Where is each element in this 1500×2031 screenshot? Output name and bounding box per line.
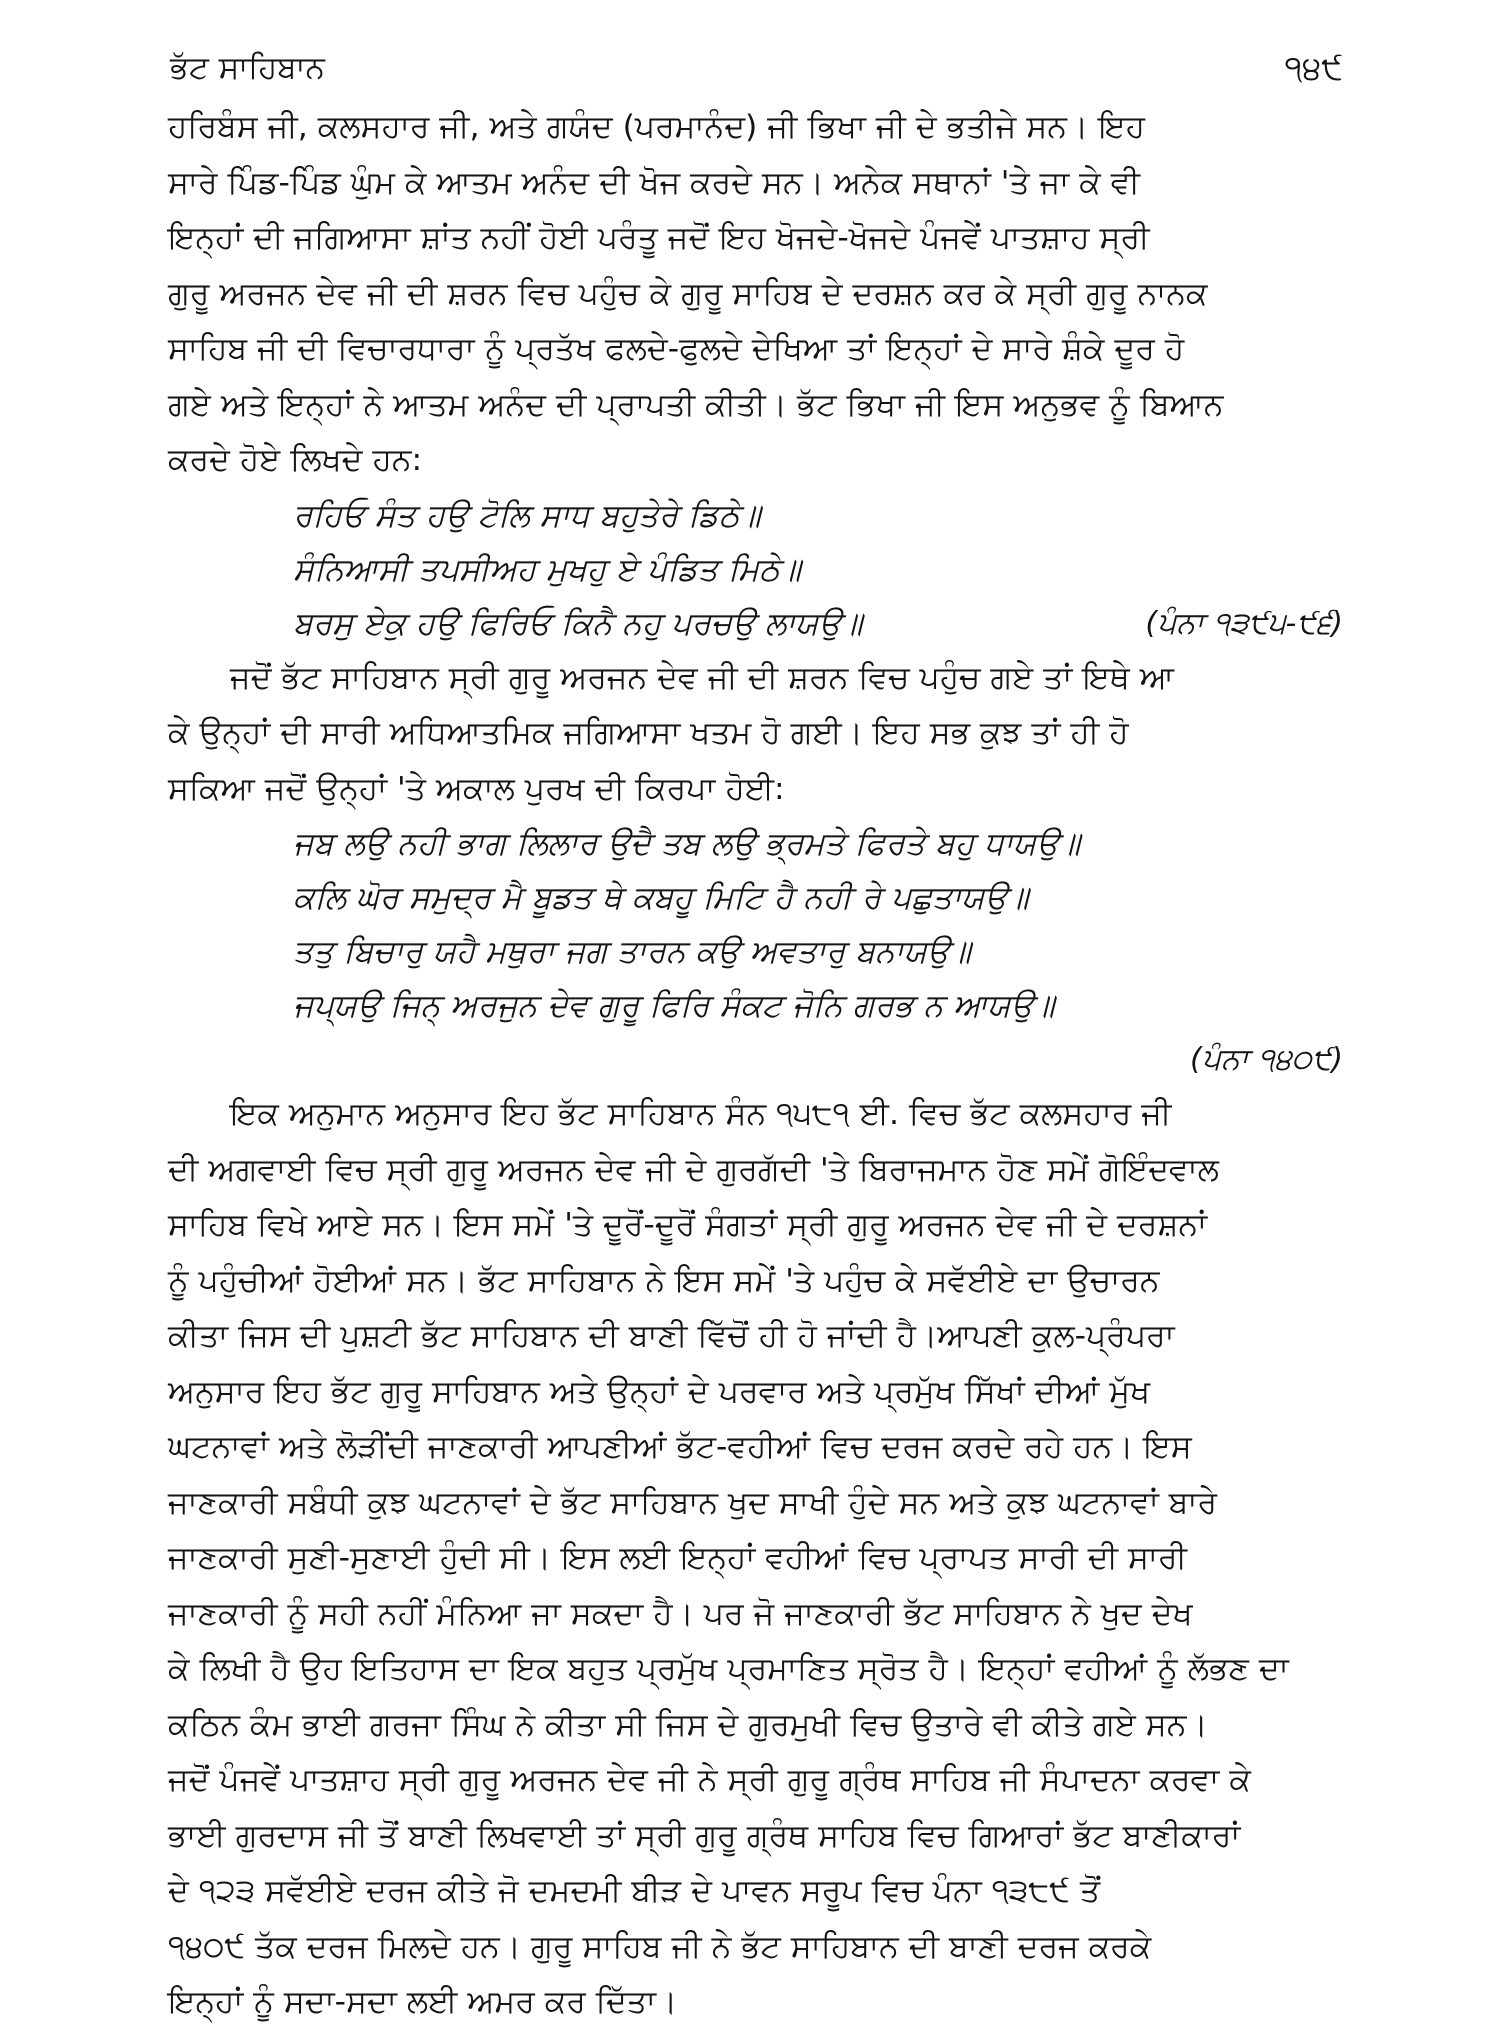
text-line: ਗੁਰੂ ਅਰਜਨ ਦੇਵ ਜੀ ਦੀ ਸ਼ਰਨ ਵਿਚ ਪਹੁੰਚ ਕੇ ਗੁਰੂ ਸਾਹਿਬ ਦੇ ਦਰਸ਼ਨ ਕਰ ਕੇ ਸ੍ਰੀ ਗੁਰੂ ਨਾਨਕ bbox=[168, 275, 1208, 312]
text-line: ਇਨ੍ਹਾਂ ਦੀ ਜਗਿਆਸਾ ਸ਼ਾਂਤ ਨਹੀਂ ਹੋਈ ਪਰੰਤੂ ਜਦੋਂ ਇਹ ਖੋਜਦੇ-ਖੋਜਦੇ ਪੰਜਵੇਂ ਪਾਤਸ਼ਾਹ ਸ੍ਰੀ bbox=[168, 220, 1150, 256]
text-line: ਸਾਰੇ ਪਿੰਡ-ਪਿੰਡ ਘੁੰਮ ਕੇ ਆਤਮ ਅਨੰਦ ਦੀ ਖੋਜ ਕਰਦੇ ਸਨ। ਅਨੇਕ ਸਥਾਨਾਂ 'ਤੇ ਜਾ ਕੇ ਵੀ bbox=[168, 164, 1140, 201]
quote-2-citation: (ਪੰਨਾ ੧੪੦੯) bbox=[1189, 1042, 1343, 1077]
text-line: ਭਾਈ ਗੁਰਦਾਸ ਜੀ ਤੋਂ ਬਾਣੀ ਲਿਖਵਾਈ ਤਾਂ ਸ੍ਰੀ ਗੁਰੂ ਗ੍ਰੰਥ ਸਾਹਿਬ ਵਿਚ ਗਿਆਰਾਂ ਭੱਟ ਬਾਣੀਕਾਰਾਂ bbox=[168, 1817, 1241, 1854]
text-line: ਜਾਣਕਾਰੀ ਸਬੰਧੀ ਕੁਝ ਘਟਨਾਵਾਂ ਦੇ ਭੱਟ ਸਾਹਿਬਾਨ ਖੁਦ ਸਾਖੀ ਹੁੰਦੇ ਸਨ ਅਤੇ ਕੁਝ ਘਟਨਾਵਾਂ ਬਾਰੇ bbox=[168, 1484, 1217, 1521]
text-line: ਘਟਨਾਵਾਂ ਅਤੇ ਲੋੜੀਂਦੀ ਜਾਣਕਾਰੀ ਆਪਣੀਆਂ ਭੱਟ-ਵਹੀਆਂ ਵਿਚ ਦਰਜ ਕਰਦੇ ਰਹੇ ਹਨ। ਇਸ bbox=[168, 1429, 1192, 1465]
text-line: ਦੇ ੧੨੩ ਸਵੱਈਏ ਦਰਜ ਕੀਤੇ ਜੋ ਦਮਦਮੀ ਬੀੜ ਦੇ ਪਾਵਨ ਸਰੂਪ ਵਿਚ ਪੰਨਾ ੧੩੮੯ ਤੋਂ bbox=[168, 1873, 1101, 1909]
paragraph-2 bbox=[168, 651, 1343, 818]
text-line: ਦੀ ਅਗਵਾਈ ਵਿਚ ਸ੍ਰੀ ਗੁਰੂ ਅਰਜਨ ਦੇਵ ਜੀ ਦੇ ਗੁਰਗੱਦੀ 'ਤੇ ਬਿਰਾਜਮਾਨ ਹੋਣ ਸਮੇਂ ਗੋਇੰਦਵਾਲ bbox=[168, 1151, 1219, 1188]
text-line: ਸਕਿਆ ਜਦੋਂ ਉਨ੍ਹਾਂ 'ਤੇ ਅਕਾਲ ਪੁਰਖ ਦੀ ਕਿਰਪਾ ਹੋਈ: bbox=[168, 770, 785, 807]
text-line: ਨੂੰ ਪਹੁੰਚੀਆਂ ਹੋਈਆਂ ਸਨ। ਭੱਟ ਸਾਹਿਬਾਨ ਨੇ ਇਸ ਸਮੇਂ 'ਤੇ ਪਹੁੰਚ ਕੇ ਸਵੱਈਏ ਦਾ ਉਚਾਰਨ bbox=[168, 1262, 1160, 1299]
text-line: ਸਾਹਿਬ ਜੀ ਦੀ ਵਿਚਾਰਧਾਰਾ ਨੂੰ ਪ੍ਰਤੱਖ ਫਲਦੇ-ਫੁਲਦੇ ਦੇਖਿਆ ਤਾਂ ਇਨ੍ਹਾਂ ਦੇ ਸਾਰੇ ਸ਼ੰਕੇ ਦੂਰ ਹੋ bbox=[168, 331, 1185, 367]
text-line: ਕਠਿਨ ਕੰਮ ਭਾਈ ਗਰਜਾ ਸਿੰਘ ਨੇ ਕੀਤਾ ਸੀ ਜਿਸ ਦੇ ਗੁਰਮੁਖੀ ਵਿਚ ਉਤਾਰੇ ਵੀ ਕੀਤੇ ਗਏ ਸਨ। bbox=[168, 1706, 1208, 1743]
paragraph-1 bbox=[168, 100, 1343, 489]
text-line: ਜਾਣਕਾਰੀ ਨੂੰ ਸਹੀ ਨਹੀਂ ਮੰਨਿਆ ਜਾ ਸਕਦਾ ਹੈ। ਪਰ ਜੋ ਜਾਣਕਾਰੀ ਭੱਟ ਸਾਹਿਬਾਨ ਨੇ ਖੁਦ ਦੇਖ bbox=[168, 1595, 1193, 1632]
quote-1-citation: (ਪੰਨਾ ੧੩੯੫-੯੬) bbox=[1145, 605, 1343, 641]
quote-line: ਕਲਿ ਘੋਰ ਸਮੁਦ੍ਰ ਮੈ ਬੂਡਤ ਥੇ ਕਬਹੂ ਮਿਟਿ ਹੈ ਨਹੀ ਰੇ ਪਛੁਤਾਯਉ॥ bbox=[293, 880, 1029, 916]
text-line: ਅਨੁਸਾਰ ਇਹ ਭੱਟ ਗੁਰੂ ਸਾਹਿਬਾਨ ਅਤੇ ਉਨ੍ਹਾਂ ਦੇ ਪਰਵਾਰ ਅਤੇ ਪ੍ਰਮੁੱਖ ਸਿੱਖਾਂ ਦੀਆਂ ਮੁੱਖ bbox=[168, 1373, 1151, 1410]
text-line: ਕੇ ਉਨ੍ਹਾਂ ਦੀ ਸਾਰੀ ਅਧਿਆਤਮਿਕ ਜਗਿਆਸਾ ਖਤਮ ਹੋ ਗਈ। ਇਹ ਸਭ ਕੁਝ ਤਾਂ ਹੀ ਹੋ bbox=[168, 715, 1129, 751]
text-line: ਜਦੋਂ ਪੰਜਵੇਂ ਪਾਤਸ਼ਾਹ ਸ੍ਰੀ ਗੁਰੂ ਅਰਜਨ ਦੇਵ ਜੀ ਨੇ ਸ੍ਰੀ ਗੁਰੂ ਗ੍ਰੰਥ ਸਾਹਿਬ ਜੀ ਸੰਪਾਦਨਾ ਕਰਵਾ ਕੇ bbox=[168, 1762, 1251, 1798]
paragraph-3 bbox=[168, 1087, 1343, 2031]
quote-line: ਸੰਨਿਆਸੀ ਤਪਸੀਅਹ ਮੁਖਹੁ ਏ ਪੰਡਿਤ ਮਿਠੇ॥ bbox=[293, 551, 801, 588]
text-line: ੧੪੦੯ ਤੱਕ ਦਰਜ ਮਿਲਦੇ ਹਨ। ਗੁਰੂ ਸਾਹਿਬ ਜੀ ਨੇ ਭੱਟ ਸਾਹਿਬਾਨ ਦੀ ਬਾਣੀ ਦਰਜ ਕਰਕੇ bbox=[168, 1928, 1152, 1965]
text-line: ਕੇ ਲਿਖੀ ਹੈ ਉਹ ਇਤਿਹਾਸ ਦਾ ਇਕ ਬਹੁਤ ਪ੍ਰਮੁੱਖ ਪ੍ਰਮਾਣਿਤ ਸ੍ਰੋਤ ਹੈ। ਇਨ੍ਹਾਂ ਵਹੀਆਂ ਨੂੰ ਲੱਭਣ ਦਾ bbox=[168, 1651, 1289, 1687]
page-header bbox=[168, 40, 1343, 100]
text-line: ਜਦੋਂ ਭੱਟ ਸਾਹਿਬਾਨ ਸ੍ਰੀ ਗੁਰੂ ਅਰਜਨ ਦੇਵ ਜੀ ਦੀ ਸ਼ਰਨ ਵਿਚ ਪਹੁੰਚ ਗਏ ਤਾਂ ਇਥੇ ਆ bbox=[230, 659, 1174, 696]
quote-line: ਤਤੁ ਬਿਚਾਰੁ ਯਹੈ ਮਥੁਰਾ ਜਗ ਤਾਰਨ ਕਉ ਅਵਤਾਰੁ ਬਨਾਯਉ॥ bbox=[293, 934, 971, 970]
scripture-quote-2 bbox=[293, 817, 1343, 1033]
quote-line: ਬਰਸੁ ਏਕੁ ਹਉ ਫਿਰਿਓ ਕਿਨੈ ਨਹੁ ਪਰਚਉ ਲਾਯਉ॥ bbox=[293, 605, 863, 642]
text-line: ਹਰਿਬੰਸ ਜੀ, ਕਲਸਹਾਰ ਜੀ, ਅਤੇ ਗਯੰਦ (ਪਰਮਾਨੰਦ) ਜੀ ਭਿਖਾ ਜੀ ਦੇ ਭਤੀਜੇ ਸਨ। ਇਹ bbox=[168, 109, 1145, 145]
text-line: ਸਾਹਿਬ ਵਿਖੇ ਆਏ ਸਨ। ਇਸ ਸਮੇਂ 'ਤੇ ਦੂਰੋਂ-ਦੂਰੋਂ ਸੰਗਤਾਂ ਸ੍ਰੀ ਗੁਰੂ ਅਰਜਨ ਦੇਵ ਜੀ ਦੇ ਦਰਸ਼ਨਾਂ bbox=[168, 1207, 1208, 1243]
page-number: ੧੪੯ bbox=[1284, 48, 1343, 87]
scripture-quote-1 bbox=[293, 489, 1343, 651]
quote-line: ਜਪ੍ਯਉ ਜਿਨ੍ ਅਰਜੁਨ ਦੇਵ ਗੁਰੂ ਫਿਰਿ ਸੰਕਟ ਜੋਨਿ ਗਰਭ ਨ ਆਯਉ॥ bbox=[293, 988, 1055, 1024]
text-line: ਜਾਣਕਾਰੀ ਸੁਣੀ-ਸੁਣਾਈ ਹੁੰਦੀ ਸੀ। ਇਸ ਲਈ ਇਨ੍ਹਾਂ ਵਹੀਆਂ ਵਿਚ ਪ੍ਰਾਪਤ ਸਾਰੀ ਦੀ ਸਾਰੀ bbox=[168, 1540, 1188, 1576]
text-line: ਇਕ ਅਨੁਮਾਨ ਅਨੁਸਾਰ ਇਹ ਭੱਟ ਸਾਹਿਬਾਨ ਸੰਨ ੧੫੮੧ ਈ. ਵਿਚ ਭੱਟ ਕਲਸਹਾਰ ਜੀ bbox=[230, 1096, 1172, 1132]
text-line: ਗਏ ਅਤੇ ਇਨ੍ਹਾਂ ਨੇ ਆਤਮ ਅਨੰਦ ਦੀ ਪ੍ਰਾਪਤੀ ਕੀਤੀ। ਭੱਟ ਭਿਖਾ ਜੀ ਇਸ ਅਨੁਭਵ ਨੂੰ ਬਿਆਨ bbox=[168, 386, 1224, 423]
quote-line: ਜਬ ਲਉ ਨਹੀ ਭਾਗ ਲਿਲਾਰ ਉਦੈ ਤਬ ਲਉ ਭ੍ਰਮਤੇ ਫਿਰਤੇ ਬਹੁ ਧਾਯਉ॥ bbox=[293, 826, 1081, 862]
book-page bbox=[168, 40, 1343, 2031]
text-line: ਇਨ੍ਹਾਂ ਨੂੰ ਸਦਾ-ਸਦਾ ਲਈ ਅਮਰ ਕਰ ਦਿੱਤਾ। bbox=[168, 1984, 678, 2020]
text-line: ਕੀਤਾ ਜਿਸ ਦੀ ਪੁਸ਼ਟੀ ਭੱਟ ਸਾਹਿਬਾਨ ਦੀ ਬਾਣੀ ਵਿੱਚੋਂ ਹੀ ਹੋ ਜਾਂਦੀ ਹੈ।ਆਪਣੀ ਕੁਲ-ਪ੍ਰੰਪਰਾ bbox=[168, 1318, 1175, 1354]
quote-line: ਰਹਿਓ ਸੰਤ ਹਉ ਟੋਲਿ ਸਾਧ ਬਹੁਤੇਰੇ ਡਿਠੇ॥ bbox=[293, 497, 761, 534]
text-line: ਕਰਦੇ ਹੋਏ ਲਿਖਦੇ ਹਨ: bbox=[168, 442, 423, 478]
running-title: ਭੱਟ ਸਾਹਿਬਾਨ bbox=[170, 50, 325, 86]
